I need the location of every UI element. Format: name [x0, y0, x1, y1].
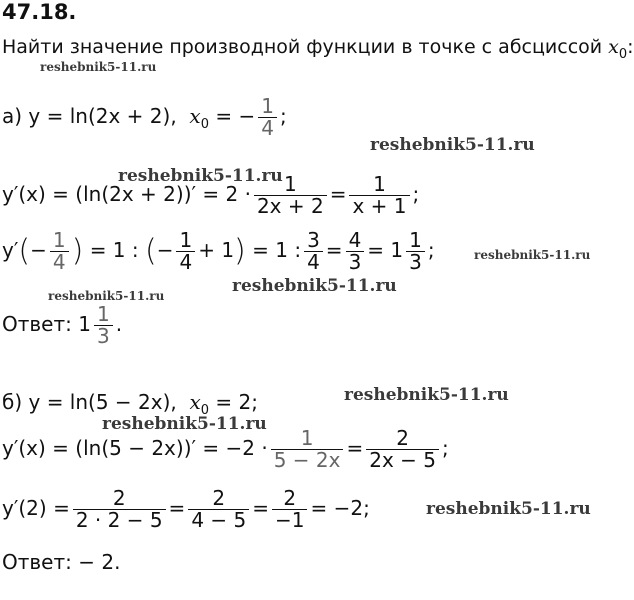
part-a-val-f3	[304, 230, 323, 273]
equals: =	[252, 496, 269, 520]
watermark: reshebnik5-11.ru	[344, 385, 509, 405]
watermark: reshebnik5-11.ru	[370, 135, 535, 155]
watermark: reshebnik5-11.ru	[102, 414, 267, 434]
part-a-val-arg	[50, 230, 69, 273]
equals-one-div: = 1 :	[252, 238, 302, 262]
paren-close: )	[71, 233, 84, 269]
frac-num: 2	[396, 426, 409, 450]
frac-num: 4	[348, 228, 362, 252]
part-b-deriv-frac2	[366, 428, 439, 471]
part-a-deriv-lhs: y′(x) = (ln(2x + 2))′ = 2 ·	[2, 182, 251, 206]
frac-den: x + 1	[349, 195, 409, 217]
semicolon: ;	[412, 182, 420, 206]
paren-open: (	[144, 233, 157, 269]
part-a-x0-end: ;	[279, 104, 287, 128]
part-a-answer	[2, 304, 122, 347]
part-a-deriv-frac1	[254, 174, 327, 217]
frac-num: 1	[409, 228, 422, 252]
statement-text: Найти значение производной функции в точке с абсциссой	[2, 36, 603, 58]
statement-sub: 0	[618, 47, 628, 62]
answer-value: − 2.	[78, 550, 121, 574]
watermark: reshebnik5-11.ru	[426, 499, 591, 519]
frac-den: 4	[50, 251, 69, 273]
part-b-x0-sub: 0	[200, 403, 210, 418]
answer-label: Ответ:	[2, 550, 72, 574]
part-b-deriv-frac1	[271, 428, 344, 471]
frac-den: 5 − 2x	[271, 449, 344, 471]
answer-whole: 1	[78, 312, 91, 336]
frac-num: 2	[112, 486, 126, 510]
problem-number: 47.18.	[2, 0, 77, 24]
watermark: reshebnik5-11.ru	[48, 289, 165, 303]
watermark: reshebnik5-11.ru	[40, 60, 157, 74]
equals: =	[329, 182, 347, 206]
frac-num: 2	[283, 486, 297, 510]
part-b-x0-eq: = 2;	[215, 390, 258, 414]
frac-num: 1	[96, 302, 110, 326]
problem-statement	[2, 36, 634, 62]
frac-den: 2x + 2	[254, 195, 327, 217]
part-b-x0: x	[189, 390, 201, 414]
frac-num: 1	[52, 228, 66, 252]
part-a-func: y = ln(2x + 2),	[28, 104, 177, 128]
part-a-val-inner	[176, 230, 195, 273]
frac-num: 1	[179, 228, 193, 252]
statement-var: x	[608, 36, 619, 58]
frac-den: 2x − 5	[366, 449, 439, 471]
part-b-val-f2	[188, 488, 249, 531]
plus-one: + 1	[198, 238, 235, 262]
part-a-function	[2, 96, 287, 139]
part-b-derivative	[2, 428, 449, 471]
frac-den: 3	[346, 251, 365, 273]
answer-label: Ответ:	[2, 312, 72, 336]
part-b-deriv-lhs: y′(x) = (ln(5 − 2x))′ = −2 ·	[2, 436, 268, 460]
paren-close: )	[234, 233, 246, 269]
part-b-func: y = ln(5 − 2x),	[28, 390, 177, 414]
watermark: reshebnik5-11.ru	[118, 166, 283, 186]
part-a-deriv-frac2	[349, 174, 409, 217]
watermark: reshebnik5-11.ru	[232, 276, 397, 296]
equals: =	[168, 496, 186, 520]
frac-num: 1	[261, 94, 274, 118]
part-b-val-f1	[73, 488, 166, 531]
part-a-value	[2, 230, 435, 273]
equals: =	[325, 238, 343, 262]
frac-den: 3	[94, 325, 113, 347]
part-a-label: а)	[2, 104, 23, 128]
part-a-x0-eq: = −	[215, 104, 256, 128]
frac-num: 1	[283, 172, 297, 196]
frac-num: 3	[307, 228, 320, 252]
part-a-x0-sub: 0	[200, 117, 209, 132]
part-b-label: б)	[2, 390, 23, 414]
part-b-function	[2, 390, 258, 418]
frac-num: 1	[373, 172, 386, 196]
part-b-val-lhs: y′(2) =	[2, 496, 70, 520]
equals: =	[346, 436, 364, 460]
paren-open: (	[18, 233, 31, 269]
frac-den: 3	[406, 251, 425, 273]
answer-end: .	[115, 312, 123, 336]
frac-den: −1	[272, 509, 307, 531]
semicolon: ;	[442, 436, 449, 460]
frac-num: 1	[300, 426, 314, 450]
part-b-value	[2, 488, 370, 531]
answer-frac	[94, 304, 113, 347]
watermark: reshebnik5-11.ru	[474, 248, 591, 262]
frac-den: 4	[176, 251, 195, 273]
frac-den: 2 · 2 − 5	[73, 509, 166, 531]
frac-num: 2	[212, 486, 226, 510]
part-b-answer	[2, 550, 120, 574]
part-a-x0: x	[189, 104, 201, 128]
frac-den: 4	[258, 117, 277, 139]
result: = −2;	[310, 496, 370, 520]
frac-den: 4 − 5	[188, 509, 249, 531]
minus: −	[30, 238, 47, 262]
equals-one-div: = 1 :	[89, 238, 139, 262]
part-a-val-lhs: y′	[2, 238, 19, 262]
part-a-val-f4	[346, 230, 365, 273]
part-a-x0-frac	[258, 96, 277, 139]
minus: −	[156, 238, 174, 262]
semicolon: ;	[427, 238, 435, 262]
part-b-val-f3	[272, 488, 307, 531]
part-a-val-f5	[406, 230, 425, 273]
statement-end: :	[627, 36, 634, 58]
frac-den: 4	[304, 251, 323, 273]
equals-one: = 1	[367, 238, 404, 262]
part-a-derivative	[2, 174, 419, 217]
